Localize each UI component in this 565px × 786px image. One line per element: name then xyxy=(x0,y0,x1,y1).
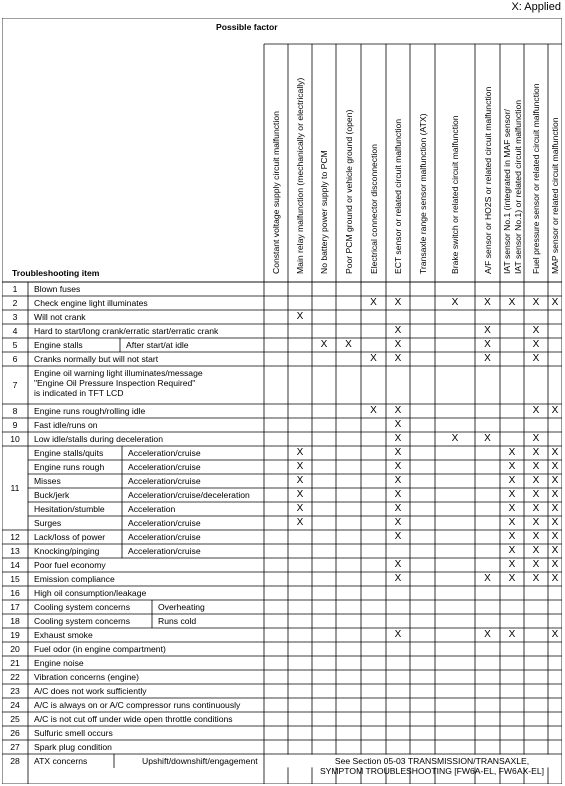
condition-label: Acceleration/cruise/deceleration xyxy=(128,490,250,500)
row-number: 8 xyxy=(12,406,18,416)
troubleshooting-item: ATX concerns xyxy=(34,756,88,766)
troubleshooting-item: Fast idle/runs on xyxy=(34,420,98,430)
troubleshooting-item: Cooling system concerns xyxy=(34,616,131,626)
row-number: 12 xyxy=(10,532,20,542)
troubleshooting-item: Engine runs rough/rolling idle xyxy=(34,406,146,416)
applied-mark: X xyxy=(394,573,402,584)
table-grid xyxy=(2,18,562,784)
condition-label: Acceleration/cruise xyxy=(128,546,201,556)
applied-mark: X xyxy=(296,475,304,486)
row-number: 2 xyxy=(12,298,18,308)
troubleshooting-item: Check engine light illuminates xyxy=(34,298,148,308)
troubleshooting-table xyxy=(2,18,562,784)
condition-label: Acceleration/cruise xyxy=(128,532,201,542)
applied-mark: X xyxy=(532,475,540,486)
applied-mark: X xyxy=(532,447,540,458)
see-section-note-line: SYMPTOM TROUBLESHOOTING [FW6A-EL, FW6AX-EL] xyxy=(319,766,545,776)
troubleshooting-item: A/C is not cut off under wide open throttle conditions xyxy=(34,714,233,724)
factor-label: Constant voltage supply circuit malfunction xyxy=(271,111,281,274)
applied-mark: X xyxy=(394,489,402,500)
applied-mark: X xyxy=(296,503,304,514)
applied-mark: X xyxy=(394,433,402,444)
condition-label: Runs cold xyxy=(158,616,197,626)
applied-mark: X xyxy=(551,503,559,514)
row-number: 5 xyxy=(12,340,18,350)
applied-mark: X xyxy=(370,297,377,308)
applied-mark: X xyxy=(508,517,516,528)
applied-mark: X xyxy=(394,531,402,542)
applied-mark: X xyxy=(508,573,516,584)
row-number: 19 xyxy=(10,630,20,640)
applied-mark: X xyxy=(345,339,352,350)
row-number: 1 xyxy=(12,284,18,294)
row-number: 9 xyxy=(12,420,18,430)
row-number: 24 xyxy=(10,700,20,710)
troubleshooting-item: Hard to start/long crank/erratic start/erratic crank xyxy=(34,326,219,336)
troubleshooting-item: A/C does not work sufficiently xyxy=(34,686,147,696)
legend-applied: X: Applied xyxy=(511,1,561,13)
troubleshooting-item: Cranks normally but will not start xyxy=(34,354,159,364)
troubleshooting-item: Lack/loss of power xyxy=(34,532,106,542)
row-number: 7 xyxy=(12,380,18,390)
condition-label: Upshift/downshift/engagement xyxy=(142,756,258,766)
applied-mark: X xyxy=(508,489,516,500)
applied-mark: X xyxy=(394,297,402,308)
troubleshooting-item: Fuel odor (in engine compartment) xyxy=(34,644,166,654)
applied-mark: X xyxy=(532,461,540,472)
troubleshooting-item: is indicated in TFT LCD xyxy=(34,388,124,398)
row-number: 27 xyxy=(10,742,20,752)
applied-mark: X xyxy=(532,489,540,500)
applied-mark: X xyxy=(532,531,540,542)
applied-mark: X xyxy=(394,503,402,514)
row-number: 28 xyxy=(10,756,20,766)
applied-mark: X xyxy=(296,447,304,458)
troubleshooting-item: Emission compliance xyxy=(34,574,115,584)
troubleshooting-item: Spark plug condition xyxy=(34,742,112,752)
possible-factor-header: Possible factor xyxy=(216,22,278,32)
applied-mark: X xyxy=(484,297,491,308)
troubleshooting-item: Engine stalls xyxy=(34,340,83,350)
applied-mark: X xyxy=(394,475,402,486)
troubleshooting-item: Exhaust smoke xyxy=(34,630,93,640)
troubleshooting-item: "Engine Oil Pressure Inspection Required" xyxy=(34,378,196,388)
applied-mark: X xyxy=(484,433,491,444)
row-number: 16 xyxy=(10,588,20,598)
applied-mark: X xyxy=(551,573,559,584)
applied-mark: X xyxy=(551,405,559,416)
see-section-note-line: See Section 05-03 TRANSMISSION/TRANSAXLE, xyxy=(334,756,530,766)
applied-mark: X xyxy=(508,447,516,458)
applied-mark: X xyxy=(484,339,491,350)
applied-mark: X xyxy=(508,545,516,556)
applied-mark: X xyxy=(296,461,304,472)
applied-mark: X xyxy=(370,405,377,416)
troubleshooting-item: Sulfuric smell occurs xyxy=(34,728,113,738)
troubleshooting-item: Low idle/stalls during deceleration xyxy=(34,434,163,444)
factor-label: Main relay malfunction (mechanically or electrically) xyxy=(295,77,305,274)
applied-mark: X xyxy=(508,531,516,542)
condition-label: Acceleration/cruise xyxy=(128,448,201,458)
row-number: 26 xyxy=(10,728,20,738)
condition-label: After start/at idle xyxy=(126,340,189,350)
row-number: 21 xyxy=(10,658,20,668)
row-number: 20 xyxy=(10,644,20,654)
troubleshooting-item-header: Troubleshooting item xyxy=(12,268,100,278)
applied-mark: X xyxy=(394,405,402,416)
row-number: 15 xyxy=(10,574,20,584)
troubleshooting-item: Engine runs rough xyxy=(34,462,105,472)
applied-mark: X xyxy=(296,311,304,322)
row-number: 25 xyxy=(10,714,20,724)
troubleshooting-item: Surges xyxy=(34,518,62,528)
troubleshooting-item: Vibration concerns (engine) xyxy=(34,672,139,682)
condition-label: Acceleration/cruise xyxy=(128,462,201,472)
applied-mark: X xyxy=(532,405,540,416)
see-section-note xyxy=(302,756,562,776)
applied-mark: X xyxy=(394,339,402,350)
applied-mark: X xyxy=(532,559,540,570)
troubleshooting-item: Hesitation/stumble xyxy=(34,504,105,514)
row-number: 17 xyxy=(10,602,20,612)
applied-mark: X xyxy=(484,353,491,364)
troubleshooting-item: Engine oil warning light illuminates/message xyxy=(34,368,203,378)
troubleshooting-item: Buck/jerk xyxy=(34,490,70,500)
applied-mark: X xyxy=(508,461,516,472)
troubleshooting-item: High oil consumption/leakage xyxy=(34,588,147,598)
applied-mark: X xyxy=(551,461,559,472)
row-number: 10 xyxy=(10,434,20,444)
condition-label: Acceleration xyxy=(128,504,176,514)
troubleshooting-item: Knocking/pinging xyxy=(34,546,100,556)
row-number: 14 xyxy=(10,560,20,570)
applied-mark: X xyxy=(551,559,559,570)
troubleshooting-item: Will not crank xyxy=(34,312,86,322)
condition-label: Overheating xyxy=(158,602,205,612)
factor-label: IAT sensor No.1 (integrated in MAF sensor/ xyxy=(502,109,512,274)
applied-mark: X xyxy=(551,545,559,556)
factor-label: Electrical connector disconnection xyxy=(368,144,379,274)
applied-mark: X xyxy=(394,461,402,472)
factor-label: Poor PCM ground or vehicle ground (open) xyxy=(343,109,354,274)
applied-mark: X xyxy=(394,353,402,364)
applied-mark: X xyxy=(394,447,402,458)
applied-mark: X xyxy=(508,475,516,486)
applied-mark: X xyxy=(508,629,516,640)
applied-mark: X xyxy=(484,573,491,584)
applied-mark: X xyxy=(551,447,559,458)
applied-mark: X xyxy=(551,297,559,308)
factor-label: IAT sensor No.1) or related circuit malfunction xyxy=(513,99,523,274)
applied-mark: X xyxy=(532,503,540,514)
applied-mark: X xyxy=(394,559,402,570)
applied-mark: X xyxy=(370,353,377,364)
applied-mark: X xyxy=(394,629,402,640)
factor-label: A/F sensor or HO2S or related circuit malfunction xyxy=(482,86,493,274)
applied-mark: X xyxy=(532,545,540,556)
applied-mark: X xyxy=(532,297,540,308)
troubleshooting-item: Misses xyxy=(34,476,61,486)
applied-mark: X xyxy=(484,629,491,640)
applied-mark: X xyxy=(451,433,459,444)
applied-mark: X xyxy=(508,503,516,514)
applied-mark: X xyxy=(551,629,559,640)
applied-mark: X xyxy=(532,325,540,336)
applied-mark: X xyxy=(551,475,559,486)
applied-mark: X xyxy=(394,419,402,430)
troubleshooting-item: A/C is always on or A/C compressor runs continuously xyxy=(34,700,241,710)
row-number: 4 xyxy=(12,326,18,336)
applied-mark: X xyxy=(320,339,328,350)
applied-mark: X xyxy=(484,325,491,336)
applied-mark: X xyxy=(532,433,540,444)
row-number: 3 xyxy=(12,312,18,322)
factor-label: Brake switch or related circuit malfunction xyxy=(450,115,460,274)
applied-mark: X xyxy=(551,517,559,528)
applied-mark: X xyxy=(551,531,559,542)
condition-label: Acceleration/cruise xyxy=(128,476,201,486)
factor-label: MAP sensor or related circuit malfunction xyxy=(550,117,560,274)
applied-mark: X xyxy=(296,517,304,528)
row-number: 18 xyxy=(10,616,20,626)
applied-mark: X xyxy=(532,573,540,584)
factor-label: Transaxle range sensor malfunction (ATX) xyxy=(417,113,428,274)
applied-mark: X xyxy=(532,517,540,528)
row-number: 11 xyxy=(10,483,20,493)
troubleshooting-item: Cooling system concerns xyxy=(34,602,131,612)
row-number: 6 xyxy=(12,354,18,364)
applied-mark: X xyxy=(532,339,540,350)
applied-mark: X xyxy=(551,489,559,500)
troubleshooting-item: Poor fuel economy xyxy=(34,560,106,570)
troubleshooting-item: Engine noise xyxy=(34,658,84,668)
applied-mark: X xyxy=(394,517,402,528)
troubleshooting-item: Engine stalls/quits xyxy=(34,448,104,458)
applied-mark: X xyxy=(394,325,402,336)
factor-label: Fuel pressure sensor or related circuit malfunction xyxy=(531,83,541,274)
applied-mark: X xyxy=(508,297,516,308)
troubleshooting-item: Blown fuses xyxy=(34,284,81,294)
applied-mark: X xyxy=(508,559,516,570)
factor-label: ECT sensor or related circuit malfunction xyxy=(393,118,403,274)
row-number: 13 xyxy=(10,546,20,556)
applied-mark: X xyxy=(296,489,304,500)
condition-label: Acceleration/cruise xyxy=(128,518,201,528)
row-number: 23 xyxy=(10,686,20,696)
applied-mark: X xyxy=(532,353,540,364)
applied-mark: X xyxy=(451,297,459,308)
factor-label: No battery power supply to PCM xyxy=(319,150,329,274)
row-number: 22 xyxy=(10,672,20,682)
